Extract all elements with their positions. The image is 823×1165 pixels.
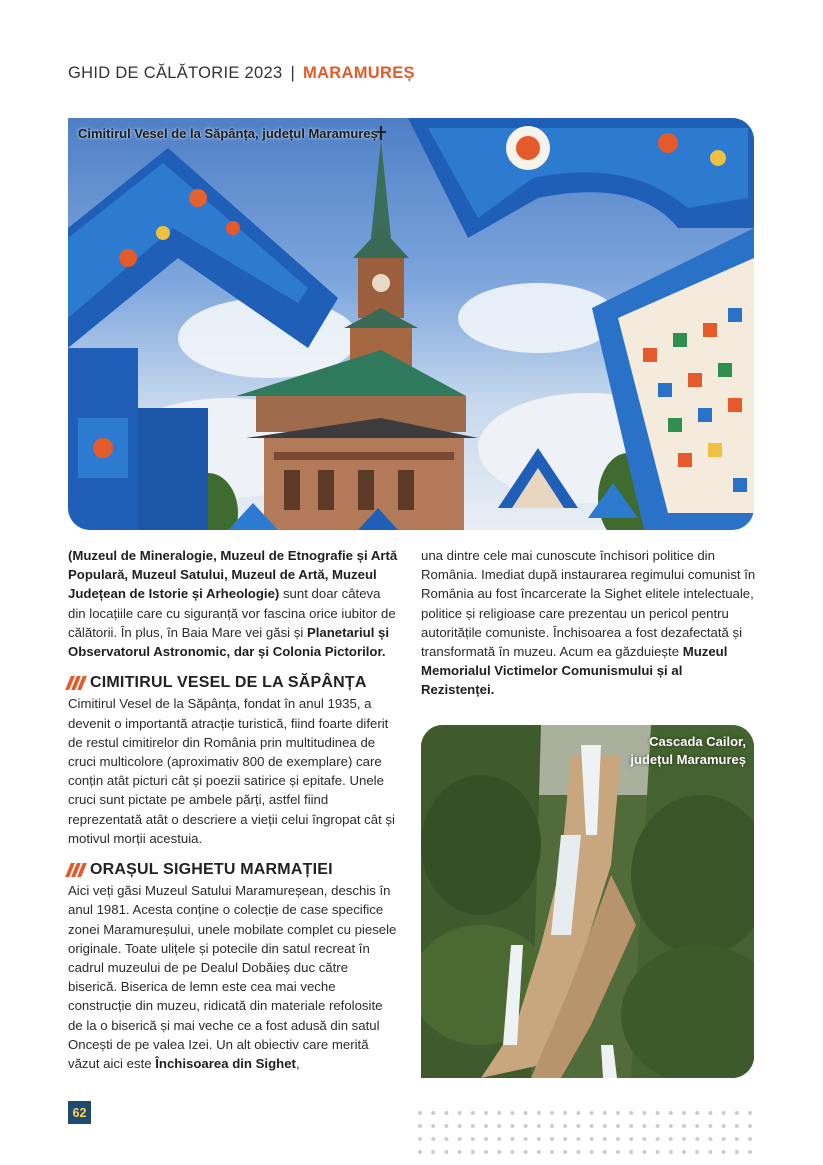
decor-dot [431,1150,435,1154]
section-title: ORAȘUL SIGHETU MARMAȚIEI [90,861,333,879]
decor-dot [471,1137,475,1141]
waterfall-caption [630,733,746,769]
decor-dot [682,1111,686,1115]
decor-dot [576,1111,580,1115]
decor-dot [616,1124,620,1128]
intro-paragraph [68,546,398,661]
decor-dot [444,1137,448,1141]
decor-dot [695,1150,699,1154]
slashes-icon [68,676,84,690]
memorial-name: Muzeul Memorialul Victimelor Comunismului și al Rezistenței. [421,644,728,698]
decor-dot [603,1150,607,1154]
decor-dot [748,1137,752,1141]
header-separator: | [290,63,296,82]
decor-dot [748,1150,752,1154]
decor-dot [642,1111,646,1115]
planetarium-text: Planetariul și Observatorul Astronomic, dar și Colonia Pictorilor. [68,624,390,660]
decor-dot [418,1150,422,1154]
sighet-text: Aici veți găsi Muzeul Satului Maramureșean, deschis în anul 1981. Acesta conține o colecție de case specifice zonei Maramureșului, unele mobilate complet cu piesele originale. Toate ulițele și potecile din satul recreat în cadrul muzeului de pe Dealul Dobăieș duc către biserică. Biserica de lemn este cea mai veche construcție din muzeu, ridicată din materiale refolosite de la o biserică și mai veche ce a fost adusă din satul Oncești de pe valea Izei. Un alt obiectiv care merită văzut aici este [68,883,397,1072]
slashes-icon [68,863,84,877]
section-heading-sighet [68,860,398,879]
hero-photo [68,118,754,530]
decor-dot [444,1124,448,1128]
decor-dot [576,1137,580,1141]
decor-dot [682,1150,686,1154]
decor-dot [563,1137,567,1141]
decor-dot [722,1137,726,1141]
decor-dot [616,1137,620,1141]
decor-dot [629,1150,633,1154]
decor-dot [510,1150,514,1154]
decor-dot [510,1124,514,1128]
decor-dot [550,1150,554,1154]
decor-dot [563,1124,567,1128]
decor-dot [524,1111,528,1115]
decor-dot [629,1137,633,1141]
decor-dot [603,1137,607,1141]
decor-dot [497,1124,501,1128]
decor-dot [497,1111,501,1115]
decor-dot [550,1137,554,1141]
guide-title: GHID DE CĂLĂTORIE 2023 [68,63,283,82]
decor-dot [576,1124,580,1128]
decor-dot [550,1111,554,1115]
decor-dot [497,1150,501,1154]
decor-dot [722,1150,726,1154]
decor-dot [656,1111,660,1115]
decor-dot [708,1137,712,1141]
decor-dot [656,1124,660,1128]
decor-dot [669,1111,673,1115]
decor-dot [576,1150,580,1154]
decor-dot [550,1124,554,1128]
decor-dot [458,1137,462,1141]
decor-dot [682,1137,686,1141]
waterfall-illustration [421,725,754,1078]
decor-dot [656,1150,660,1154]
waterfall-caption-line2: județul Maramureș [630,752,746,767]
decor-dot [471,1124,475,1128]
prison-text: una dintre cele mai cunoscute închisori politice din România. Imediat după instaurarea regimului comunist în România au fost încarcerate la Sighet elitele intelectuale, politice și religioase care prezentau un pericol pentru autoritățile comuniste. Închisoarea a fost dezafectată și transformată în muzeu. Acum ea găzduiește [421,548,756,660]
decor-dot [537,1150,541,1154]
waterfall-caption-line1: Cascada Cailor, [649,734,746,749]
page-number: 62 [68,1101,91,1124]
decor-dot [524,1137,528,1141]
decor-dot [510,1111,514,1115]
decor-dot [458,1150,462,1154]
decor-dot [497,1137,501,1141]
decor-dot [616,1111,620,1115]
decor-dot [629,1124,633,1128]
decor-dot [722,1124,726,1128]
decor-dot [537,1137,541,1141]
decor-dot [431,1111,435,1115]
decor-dot [444,1111,448,1115]
intro-text: sunt doar câteva din locațiile care cu siguranță vor fascina orice iubitor de călătorii. În plus, în Baia Mare vei găsi și [68,586,396,640]
decor-dot [563,1150,567,1154]
left-column [68,546,398,1073]
sapanta-paragraph: Cimitirul Vesel de la Săpânța, fondat în anul 1935, a devenit o importantă atracție turistică, fiind foarte diferit de restul cimitirelor din România prin multitudinea de cruci multicolore (aproximativ 800 de exemplare) care conțin atât picturi cât și poezii satirice și epitafe. Unele cruci sunt pictate pe ambele părți, astfel fiind reprezentată atât o descriere a vieții celui îngropat cât și motivul morții acestuia. [68,696,395,846]
decor-dot [682,1124,686,1128]
decor-dot [669,1150,673,1154]
hero-caption: Cimitirul Vesel de la Săpânța, județul Maramureș [78,126,378,141]
decor-dot [418,1124,422,1128]
decor-dot [590,1150,594,1154]
decor-dot [590,1137,594,1141]
decor-dot [642,1137,646,1141]
decor-dot [603,1111,607,1115]
decor-dot [590,1124,594,1128]
decor-dot [563,1111,567,1115]
decor-dot [695,1137,699,1141]
decor-dot [418,1111,422,1115]
decor-dot [458,1111,462,1115]
decor-dot [656,1137,660,1141]
decor-dot [642,1124,646,1128]
decor-dot [444,1150,448,1154]
decor-dot [642,1150,646,1154]
decor-dot [484,1111,488,1115]
decor-dot [695,1111,699,1115]
decor-dot [616,1150,620,1154]
decor-dot [669,1137,673,1141]
decor-dot [458,1124,462,1128]
decor-dot [735,1150,739,1154]
prison-name: Închisoarea din Sighet [155,1056,296,1072]
section-heading-sapanta [68,673,398,692]
decor-dot [722,1111,726,1115]
page-header [68,60,415,86]
sighet-paragraph [68,881,398,1073]
decor-dot [484,1150,488,1154]
decor-dot [431,1124,435,1128]
merry-cemetery-illustration [68,118,754,530]
decor-dot [471,1150,475,1154]
decor-dot [524,1124,528,1128]
decor-dot [510,1137,514,1141]
region-name: MARAMUREȘ [303,63,415,82]
decor-dot [603,1124,607,1128]
decor-dot [431,1137,435,1141]
decor-dot [418,1137,422,1141]
decor-dot [629,1111,633,1115]
decor-dot [748,1111,752,1115]
section-title: CIMITIRUL VESEL DE LA SĂPÂNȚA [90,674,367,692]
decor-dot [708,1124,712,1128]
decor-dot [537,1124,541,1128]
decor-dot [735,1111,739,1115]
decor-dot [471,1111,475,1115]
waterfall-photo [421,725,754,1078]
decor-dot [484,1137,488,1141]
decor-dot [748,1124,752,1128]
decor-dot [708,1111,712,1115]
decor-dot [524,1150,528,1154]
decor-dot [708,1150,712,1154]
prison-paragraph [421,546,757,700]
decor-dot [484,1124,488,1128]
decor-dot [695,1124,699,1128]
decor-dot [590,1111,594,1115]
decor-dot [735,1137,739,1141]
right-column [421,546,757,700]
decor-dot [669,1124,673,1128]
sighet-end: , [295,1056,300,1072]
museums-list: (Muzeul de Mineralogie, Muzeul de Etnografie și Artă Populară, Muzeul Satului, Muzeul de Artă, Muzeul Județean de Istorie și Arheologie) [68,548,398,602]
decor-dot [735,1124,739,1128]
decor-dot [537,1111,541,1115]
dot-pattern [417,1110,762,1156]
